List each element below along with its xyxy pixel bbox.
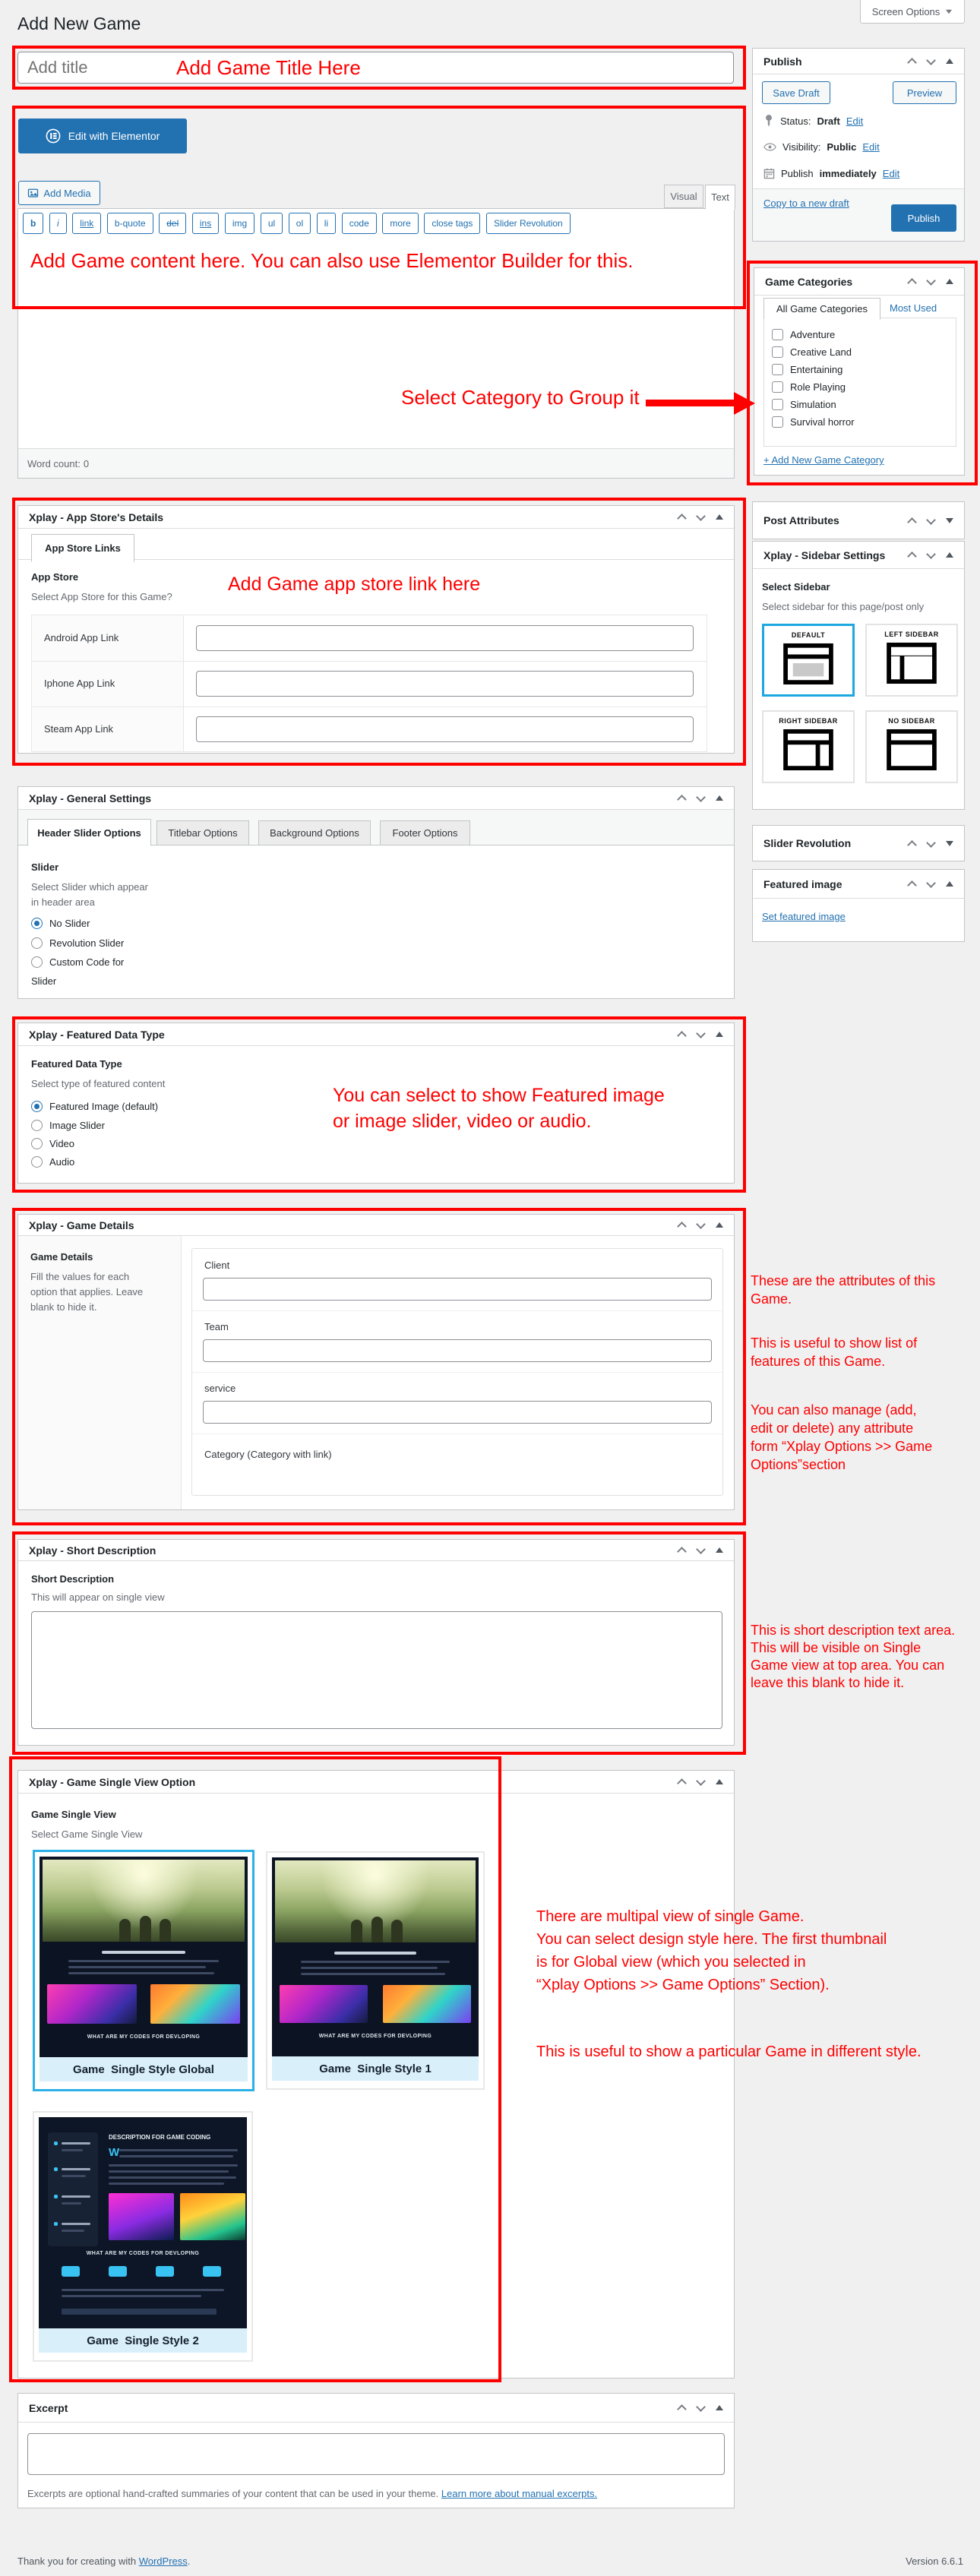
visibility-row bbox=[763, 141, 880, 153]
audio-radio[interactable] bbox=[31, 1156, 43, 1168]
move-down-icon[interactable] bbox=[927, 551, 935, 559]
annotation-details-note: form “Xplay Options >> Game bbox=[751, 1439, 933, 1454]
toggle-panel-icon[interactable] bbox=[716, 1222, 723, 1228]
visibility-value: Public bbox=[827, 141, 857, 153]
add-new-category-link[interactable]: + Add New Game Category bbox=[763, 454, 884, 466]
annotation-details-note: edit or delete) any attribute bbox=[751, 1421, 914, 1436]
image-slider-radio[interactable] bbox=[31, 1120, 43, 1131]
sidebar-option-left[interactable] bbox=[865, 624, 958, 697]
set-featured-image-link[interactable]: Set featured image bbox=[762, 911, 846, 922]
footer-period: . bbox=[187, 2555, 191, 2567]
elementor-icon bbox=[46, 128, 61, 144]
move-up-icon[interactable] bbox=[678, 1778, 686, 1786]
single-style-global-preview bbox=[40, 1857, 248, 2057]
single-style-2-preview bbox=[39, 2117, 247, 2328]
single-style-global-option[interactable] bbox=[33, 1850, 254, 2091]
toggle-panel-icon[interactable] bbox=[946, 841, 953, 846]
toggle-panel-icon[interactable] bbox=[946, 881, 953, 887]
edit-with-elementor-button[interactable] bbox=[18, 119, 187, 153]
move-down-icon[interactable] bbox=[927, 57, 935, 65]
annotation-single-view-note: is for Global view (which you selected in bbox=[536, 1954, 806, 1971]
preview-hero-image bbox=[43, 1860, 245, 1942]
annotation-details-note: You can also manage (add, bbox=[751, 1402, 917, 1418]
media-icon bbox=[27, 188, 39, 199]
general-settings-metabox bbox=[17, 786, 735, 999]
excerpt-helper-text: Excerpts are optional hand-crafted summaries of your content that can be used in your theme. bbox=[27, 2488, 439, 2499]
publish-footer bbox=[753, 188, 964, 241]
annotation-featured-note-2: or image slider, video or audio. bbox=[333, 1111, 592, 1132]
category-label[interactable]: Survival horror bbox=[790, 416, 855, 428]
schedule-value: immediately bbox=[819, 168, 877, 179]
sidebar-option-right[interactable] bbox=[762, 710, 855, 783]
app-store-heading: App Store bbox=[31, 571, 79, 583]
toggle-panel-icon[interactable] bbox=[946, 279, 953, 284]
iphone-app-link-input[interactable] bbox=[196, 671, 694, 697]
quicktag-closetags-button[interactable]: close tags bbox=[424, 213, 480, 234]
excerpt-textarea[interactable] bbox=[27, 2433, 725, 2475]
move-up-icon[interactable] bbox=[908, 880, 916, 888]
annotation-single-view-note: This is useful to show a particular Game in different style. bbox=[536, 2043, 922, 2060]
visibility-label: Visibility: bbox=[782, 141, 821, 153]
status-row bbox=[763, 115, 863, 127]
post-title-input[interactable] bbox=[17, 52, 734, 84]
annotation-featured-note-1: You can select to show Featured image bbox=[333, 1085, 665, 1106]
game-details-title: Xplay - Game Details bbox=[29, 1218, 134, 1231]
preview-caps-text: WHAT ARE MY CODES FOR DEVLOPING bbox=[87, 2034, 201, 2040]
no-slider-radio[interactable] bbox=[31, 918, 43, 929]
team-input[interactable] bbox=[203, 1339, 712, 1362]
quicktag-italic-button[interactable]: i bbox=[49, 213, 67, 234]
add-media-button[interactable] bbox=[18, 181, 100, 205]
category-checkbox[interactable] bbox=[772, 381, 783, 393]
sidebar-settings-title: Xplay - Sidebar Settings bbox=[763, 548, 886, 561]
move-down-icon[interactable] bbox=[697, 513, 705, 521]
layout-default-icon bbox=[782, 643, 834, 687]
sidebar-option-none[interactable] bbox=[865, 710, 958, 783]
editor-status-bar bbox=[18, 448, 734, 478]
steam-app-link-input[interactable] bbox=[196, 716, 694, 742]
preview-attributes-card bbox=[48, 2132, 98, 2246]
single-style-caption: Game Single Style Global bbox=[40, 2057, 248, 2081]
category-with-link-label: Category (Category with link) bbox=[204, 1449, 332, 1460]
toggle-panel-icon[interactable] bbox=[946, 518, 953, 523]
team-label: Team bbox=[204, 1321, 229, 1332]
slider-description-2: in header area bbox=[31, 896, 95, 908]
layout-right-sidebar-icon bbox=[782, 729, 834, 773]
footer-credit bbox=[17, 2555, 190, 2567]
game-categories-metabox bbox=[754, 267, 965, 476]
annotation-shortdesc-note: This will be visible on Single bbox=[751, 1640, 922, 1655]
single-style-caption: Game Single Style 1 bbox=[272, 2056, 479, 2081]
game-details-desc-line: Fill the values for each bbox=[30, 1271, 130, 1282]
game-categories-title: Game Categories bbox=[765, 275, 853, 288]
general-settings-title: Xplay - General Settings bbox=[29, 792, 152, 804]
featured-data-type-heading: Featured Data Type bbox=[31, 1058, 122, 1070]
annotation-title-note: Add Game Title Here bbox=[176, 56, 361, 79]
app-store-title: Xplay - App Store's Details bbox=[29, 510, 164, 523]
revolution-slider-label[interactable]: Revolution Slider bbox=[49, 937, 125, 949]
quicktag-link-button[interactable]: link bbox=[72, 213, 101, 234]
word-count-label: Word count: bbox=[27, 457, 81, 469]
move-up-icon[interactable] bbox=[678, 1546, 686, 1554]
image-slider-label[interactable]: Image Slider bbox=[49, 1120, 105, 1131]
annotation-arrow-head bbox=[734, 392, 755, 415]
custom-code-radio[interactable] bbox=[31, 956, 43, 968]
wordpress-link[interactable]: WordPress bbox=[138, 2555, 188, 2567]
tab-visual[interactable]: Visual bbox=[664, 185, 703, 208]
eye-icon bbox=[763, 143, 776, 151]
publish-metabox bbox=[752, 48, 965, 242]
sidebar-option-label: LEFT SIDEBAR bbox=[884, 631, 939, 638]
move-down-icon[interactable] bbox=[927, 839, 935, 848]
preview-screenshot-2 bbox=[383, 1985, 471, 2023]
status-value: Draft bbox=[817, 115, 840, 127]
category-checkbox[interactable] bbox=[772, 364, 783, 375]
steam-app-link-label: Steam App Link bbox=[44, 723, 114, 735]
word-count-value: 0 bbox=[83, 457, 90, 469]
client-label: Client bbox=[204, 1260, 230, 1271]
calendar-icon bbox=[763, 168, 775, 179]
audio-label[interactable]: Audio bbox=[49, 1156, 75, 1168]
featured-data-type-description: Select type of featured content bbox=[31, 1078, 166, 1089]
preview-description-heading: DESCRIPTION FOR GAME CODING bbox=[109, 2134, 211, 2141]
category-checkbox[interactable] bbox=[772, 329, 783, 340]
screen-options-button[interactable] bbox=[860, 0, 965, 24]
featured-image-title: Featured image bbox=[763, 877, 842, 890]
add-media-label: Add Media bbox=[43, 187, 91, 199]
short-description-heading: Short Description bbox=[31, 1573, 115, 1585]
move-down-icon[interactable] bbox=[697, 794, 705, 802]
category-label[interactable]: Adventure bbox=[790, 329, 836, 340]
toggle-panel-icon[interactable] bbox=[716, 1779, 723, 1784]
game-details-desc-line: option that applies. Leave bbox=[30, 1286, 144, 1297]
excerpt-learn-more-link[interactable]: Learn more about manual excerpts. bbox=[441, 2488, 598, 2499]
edit-schedule-link[interactable]: Edit bbox=[882, 168, 900, 179]
revolution-slider-radio[interactable] bbox=[31, 937, 43, 949]
excerpt-helper bbox=[27, 2488, 597, 2499]
short-description-title: Xplay - Short Description bbox=[29, 1544, 156, 1557]
annotation-shortdesc-note: This is short description text area. bbox=[751, 1623, 956, 1638]
select-sidebar-description: Select sidebar for this page/post only bbox=[762, 601, 925, 612]
android-app-link-label: Android App Link bbox=[44, 632, 119, 643]
annotation-content-note: Add Game content here. You can also use Elementor Builder for this. bbox=[30, 249, 634, 272]
tab-most-used[interactable]: Most Used bbox=[890, 302, 937, 314]
annotation-details-note: Game. bbox=[751, 1291, 792, 1307]
single-style-1-preview bbox=[272, 1857, 479, 2056]
toggle-panel-icon[interactable] bbox=[716, 2405, 723, 2410]
quicktag-code-button[interactable]: code bbox=[342, 213, 377, 234]
sidebar-settings-metabox bbox=[752, 541, 965, 810]
featured-image-label[interactable]: Featured Image (default) bbox=[49, 1101, 159, 1112]
slider-revolution-title: Slider Revolution bbox=[763, 837, 852, 849]
screen-options-label: Screen Options bbox=[871, 5, 940, 17]
category-label[interactable]: Role Playing bbox=[790, 381, 846, 393]
tab-all-categories[interactable]: All Game Categories bbox=[763, 298, 880, 320]
annotation-details-note: Options”section bbox=[751, 1457, 846, 1472]
app-store-description: Select App Store for this Game? bbox=[31, 591, 172, 602]
quicktag-more-button[interactable]: more bbox=[382, 213, 418, 234]
single-style-2-option[interactable] bbox=[33, 2111, 253, 2362]
move-up-icon[interactable] bbox=[678, 2404, 686, 2412]
toggle-panel-icon[interactable] bbox=[946, 552, 953, 558]
elementor-button-label: Edit with Elementor bbox=[68, 130, 160, 142]
move-up-icon[interactable] bbox=[678, 1221, 686, 1229]
iphone-app-link-label: Iphone App Link bbox=[44, 678, 115, 689]
save-draft-button[interactable]: Save Draft bbox=[762, 81, 830, 104]
slider-revolution-metabox bbox=[752, 825, 965, 861]
slider-description-1: Select Slider which appear bbox=[31, 881, 148, 893]
schedule-row bbox=[763, 168, 899, 179]
preview-screenshot-1 bbox=[280, 1985, 368, 2023]
quicktag-bquote-button[interactable]: b-quote bbox=[107, 213, 153, 234]
move-up-icon[interactable] bbox=[908, 551, 916, 559]
copy-to-new-draft-link[interactable]: Copy to a new draft bbox=[763, 198, 849, 209]
android-app-link-input[interactable] bbox=[196, 625, 694, 651]
version-text: Version 6.6.1 bbox=[906, 2555, 963, 2567]
video-label[interactable]: Video bbox=[49, 1138, 75, 1149]
preview-screenshot-2 bbox=[150, 1984, 240, 2024]
quicktags-toolbar bbox=[18, 209, 734, 238]
game-details-fields bbox=[191, 1248, 723, 1496]
preview-caps-text: WHAT ARE MY CODES FOR DEVLOPING bbox=[318, 2034, 432, 2039]
quicktag-bold-button[interactable]: b bbox=[23, 213, 43, 234]
layout-left-sidebar-icon bbox=[886, 642, 937, 687]
page-title: Add New Game bbox=[17, 14, 141, 33]
category-checkbox[interactable] bbox=[772, 399, 783, 410]
sidebar-option-label: RIGHT SIDEBAR bbox=[779, 717, 838, 725]
move-down-icon[interactable] bbox=[927, 880, 935, 888]
category-label[interactable]: Creative Land bbox=[790, 346, 852, 358]
annotation-shortdesc-note: Game view at top area. You can bbox=[751, 1658, 945, 1673]
category-label[interactable]: Simulation bbox=[790, 399, 836, 410]
video-radio[interactable] bbox=[31, 1138, 43, 1149]
game-details-desc-line: blank to hide it. bbox=[30, 1301, 97, 1313]
annotation-single-view-note: There are multipal view of single Game. bbox=[536, 1908, 805, 1925]
game-details-side-column bbox=[18, 1236, 182, 1509]
tab-background-options[interactable]: Background Options bbox=[258, 820, 371, 845]
move-up-icon[interactable] bbox=[908, 57, 916, 65]
toggle-panel-icon[interactable] bbox=[946, 58, 953, 64]
short-description-metabox bbox=[17, 1539, 735, 1746]
featured-image-metabox bbox=[752, 869, 965, 942]
move-down-icon[interactable] bbox=[697, 1030, 705, 1038]
quicktag-ol-button[interactable]: ol bbox=[289, 213, 311, 234]
publish-button[interactable]: Publish bbox=[891, 204, 956, 232]
game-details-heading: Game Details bbox=[30, 1251, 93, 1263]
chevron-down-icon bbox=[946, 9, 952, 14]
post-attributes-metabox bbox=[752, 501, 965, 539]
edit-status-link[interactable]: Edit bbox=[846, 115, 864, 127]
no-slider-label[interactable]: No Slider bbox=[49, 918, 90, 929]
single-view-description: Select Game Single View bbox=[31, 1828, 143, 1840]
annotation-details-note: features of this Game. bbox=[751, 1354, 886, 1369]
preview-hero-image bbox=[275, 1860, 476, 1942]
move-down-icon[interactable] bbox=[697, 2404, 705, 2412]
quicktag-li-button[interactable]: li bbox=[317, 213, 336, 234]
schedule-label: Publish bbox=[781, 168, 814, 179]
category-checkbox[interactable] bbox=[772, 416, 783, 428]
annotation-arrow-shaft bbox=[646, 400, 737, 406]
annotation-single-view-note: You can select design style here. The first thumbnail bbox=[536, 1931, 887, 1948]
move-up-icon[interactable] bbox=[678, 513, 686, 521]
move-down-icon[interactable] bbox=[697, 1778, 705, 1786]
move-down-icon[interactable] bbox=[927, 277, 935, 286]
quicktag-ins-button[interactable]: ins bbox=[192, 213, 219, 234]
tab-footer-options[interactable]: Footer Options bbox=[380, 820, 470, 845]
single-style-caption: Game Single Style 2 bbox=[39, 2328, 247, 2353]
excerpt-metabox bbox=[17, 2393, 735, 2508]
move-down-icon[interactable] bbox=[697, 1546, 705, 1554]
preview-caps-text: WHAT ARE MY CODES FOR DEVLOPING bbox=[86, 2251, 200, 2256]
annotation-category-note: Select Category to Group it bbox=[401, 386, 640, 409]
preview-screenshot-1 bbox=[109, 2193, 174, 2240]
annotation-shortdesc-note: leave this blank to hide it. bbox=[751, 1675, 905, 1690]
sidebar-option-default[interactable] bbox=[762, 624, 855, 697]
publish-title: Publish bbox=[763, 55, 802, 68]
short-description-desc: This will appear on single view bbox=[31, 1591, 165, 1603]
category-checklist bbox=[763, 318, 956, 447]
preview-dropcap: W bbox=[109, 2146, 120, 2159]
game-details-metabox bbox=[17, 1214, 735, 1510]
single-view-title: Xplay - Game Single View Option bbox=[29, 1775, 196, 1788]
preview-screenshot-1 bbox=[47, 1984, 137, 2024]
pin-icon bbox=[763, 115, 774, 127]
annotation-app-store-note: Add Game app store link here bbox=[228, 574, 481, 595]
toggle-panel-icon[interactable] bbox=[716, 795, 723, 801]
category-checkbox[interactable] bbox=[772, 346, 783, 358]
annotation-details-note: These are the attributes of this bbox=[751, 1273, 936, 1288]
short-description-textarea[interactable] bbox=[31, 1611, 722, 1729]
move-up-icon[interactable] bbox=[678, 1030, 686, 1038]
quicktag-slider-revolution-button[interactable]: Slider Revolution bbox=[486, 213, 571, 234]
category-label[interactable]: Entertaining bbox=[790, 364, 843, 375]
move-up-icon[interactable] bbox=[908, 517, 916, 525]
move-up-icon[interactable] bbox=[908, 277, 916, 286]
tab-titlebar-options[interactable]: Titlebar Options bbox=[156, 820, 249, 845]
preview-screenshot-2 bbox=[180, 2193, 245, 2240]
single-style-1-option[interactable] bbox=[266, 1851, 485, 2090]
custom-code-label-wrap: Slider bbox=[31, 975, 57, 987]
status-label: Status: bbox=[780, 115, 811, 127]
app-store-fields-table bbox=[31, 615, 707, 752]
service-input[interactable] bbox=[203, 1401, 712, 1424]
tab-header-slider-options[interactable]: Header Slider Options bbox=[27, 819, 151, 846]
featured-image-radio[interactable] bbox=[31, 1101, 43, 1112]
move-up-icon[interactable] bbox=[908, 839, 916, 848]
slider-heading: Slider bbox=[31, 861, 59, 873]
annotation-details-note: This is useful to show list of bbox=[751, 1335, 918, 1351]
select-sidebar-heading: Select Sidebar bbox=[762, 581, 830, 593]
excerpt-title: Excerpt bbox=[29, 2401, 68, 2414]
single-view-heading: Game Single View bbox=[31, 1809, 116, 1820]
quicktag-del-button[interactable]: del bbox=[159, 213, 186, 234]
toggle-panel-icon[interactable] bbox=[716, 514, 723, 520]
move-down-icon[interactable] bbox=[697, 1221, 705, 1229]
move-down-icon[interactable] bbox=[927, 517, 935, 525]
sidebar-option-label: DEFAULT bbox=[791, 631, 826, 639]
edit-visibility-link[interactable]: Edit bbox=[862, 141, 880, 153]
footer-text: Thank you for creating with bbox=[17, 2555, 139, 2567]
client-input[interactable] bbox=[203, 1278, 712, 1301]
service-label: service bbox=[204, 1383, 236, 1394]
layout-no-sidebar-icon bbox=[886, 729, 937, 773]
tab-text[interactable]: Text bbox=[705, 185, 735, 210]
app-store-metabox bbox=[17, 505, 735, 754]
sidebar-option-label: NO SIDEBAR bbox=[888, 717, 935, 725]
featured-data-type-title: Xplay - Featured Data Type bbox=[29, 1028, 165, 1041]
post-attributes-title: Post Attributes bbox=[763, 514, 839, 526]
custom-code-label[interactable]: Custom Code for bbox=[49, 956, 125, 968]
annotation-single-view-note: “Xplay Options >> Game Options” Section). bbox=[536, 1977, 830, 1993]
single-view-metabox bbox=[17, 1770, 735, 2378]
move-up-icon[interactable] bbox=[678, 794, 686, 802]
toggle-panel-icon[interactable] bbox=[716, 1547, 723, 1553]
quicktag-ul-button[interactable]: ul bbox=[261, 213, 283, 234]
preview-button[interactable]: Preview bbox=[893, 81, 956, 104]
quicktag-img-button[interactable]: img bbox=[225, 213, 254, 234]
tab-app-store-links[interactable]: App Store Links bbox=[31, 534, 134, 562]
toggle-panel-icon[interactable] bbox=[716, 1032, 723, 1037]
